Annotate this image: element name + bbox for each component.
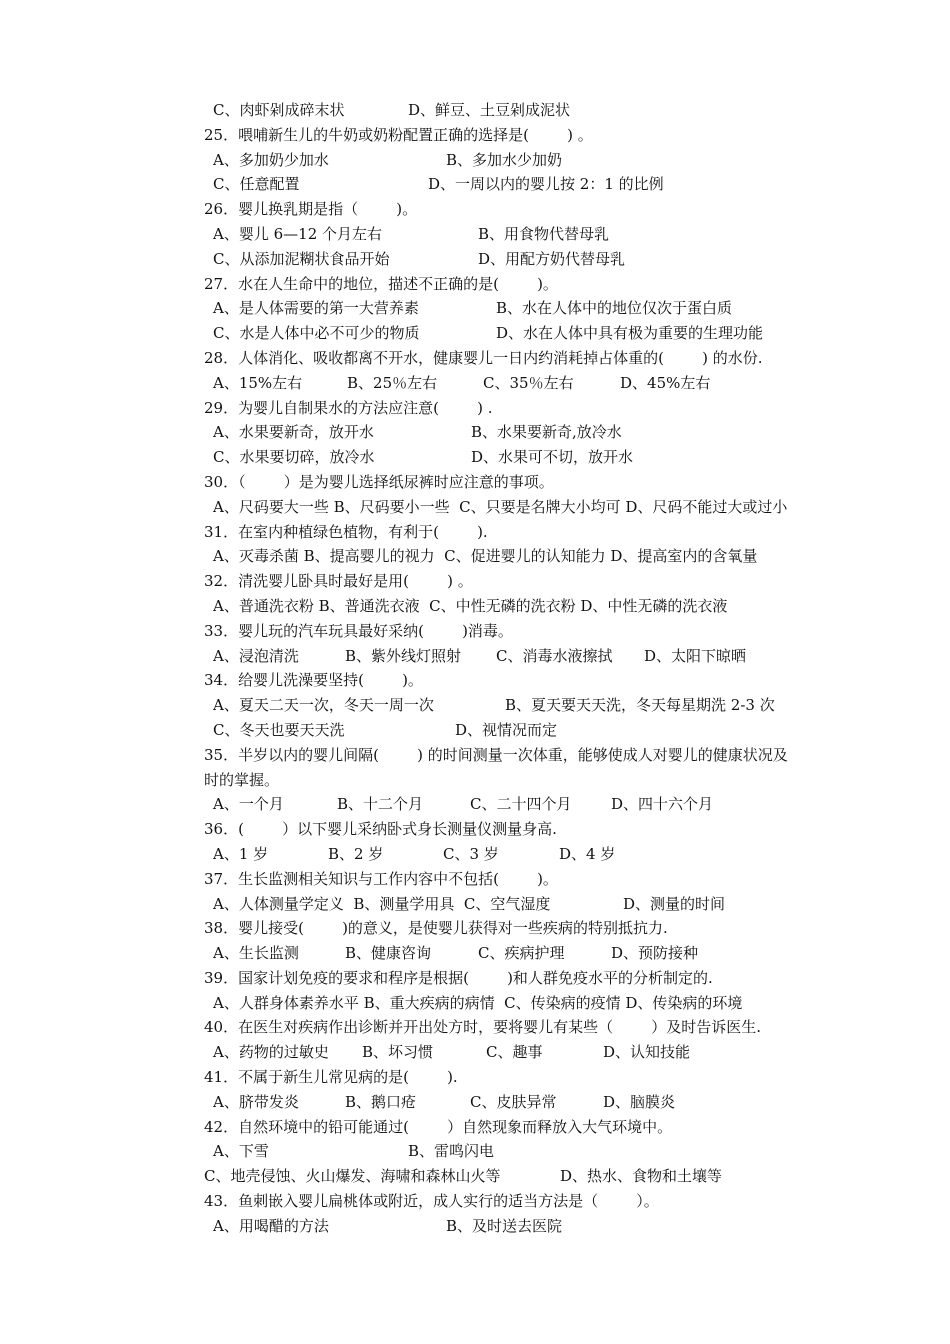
question-text: 42．自然环境中的铅可能通过( ）自然现象而释放入大气环境中。	[204, 1117, 673, 1136]
question-line	[204, 470, 884, 495]
question-text: 32．清洗婴儿卧具时最好是用( ) 。	[204, 572, 473, 591]
option-text: C、二十四个月	[470, 795, 572, 814]
option-text: A、15%左右	[213, 373, 303, 392]
option-text: A、夏天二天一次，冬天一周一次	[213, 696, 434, 715]
option-text: B、用食物代替母乳	[478, 224, 610, 243]
options-line	[204, 644, 884, 669]
option-text: D、认知技能	[603, 1043, 691, 1062]
question-line	[204, 1115, 884, 1140]
option-text: D、太阳下晾晒	[644, 646, 747, 665]
question-text: 34．给婴儿洗澡要坚持( )。	[204, 671, 423, 690]
option-text: A、人体测量学定义 B、测量学用具 C、空气湿度	[213, 894, 551, 913]
question-text: 26．婴儿换乳期是指（ )。	[204, 200, 418, 219]
option-text: D、预防接种	[611, 944, 699, 963]
option-text: A、婴儿 6—12 个月左右	[213, 224, 382, 243]
question-text: 25．喂哺新生儿的牛奶或奶粉配置正确的选择是( ) 。	[204, 125, 593, 144]
option-text: A、灭毒杀菌 B、提高婴儿的视力 C、促进婴儿的认知能力 D、提高室内的含氧量	[213, 547, 758, 566]
options-line	[204, 792, 884, 817]
option-text: A、浸泡清洗	[213, 646, 299, 665]
options-line	[204, 296, 884, 321]
option-text: D、45%左右	[620, 373, 711, 392]
question-line	[204, 272, 884, 297]
question-line	[204, 619, 884, 644]
question-line	[204, 916, 884, 941]
question-line	[204, 197, 884, 222]
option-text: B、2 岁	[328, 844, 384, 863]
question-text: 27．水在人生命中的地位，描述不正确的是( )。	[204, 274, 558, 293]
option-text: C、35％左右	[483, 373, 574, 392]
option-text: B、坏习惯	[362, 1043, 434, 1062]
question-line	[204, 867, 884, 892]
option-text: C、冬天也要天天洗	[213, 720, 345, 739]
option-text: B、健康咨询	[345, 944, 432, 963]
option-text: C、皮肤异常	[470, 1092, 557, 1111]
question-text: 40．在医生对疾病作出诊断并开出处方时，要将婴儿有某些（ ）及时告诉医生.	[204, 1018, 762, 1037]
options-line	[204, 1040, 884, 1065]
option-text: C、趣事	[486, 1043, 543, 1062]
option-text: A、生长监测	[213, 944, 299, 963]
question-text: 28．人体消化、吸收都离不开水，健康婴儿一日内约消耗掉占体重的( ) 的水份.	[204, 348, 763, 367]
option-text: A、用喝醋的方法	[213, 1216, 329, 1235]
options-line	[204, 594, 884, 619]
question-text: 时的掌握。	[204, 770, 280, 789]
option-text: C、3 岁	[443, 844, 499, 863]
options-line	[204, 1139, 884, 1164]
question-line	[204, 396, 884, 421]
question-text: 30．（ ）是为婴儿选择纸尿裤时应注意的事项。	[204, 472, 554, 491]
option-text: D、4 岁	[559, 844, 616, 863]
question-line	[204, 569, 884, 594]
option-text: A、下雪	[213, 1142, 269, 1161]
option-text: B、十二个月	[337, 795, 424, 814]
options-line	[204, 445, 884, 470]
question-list	[204, 98, 884, 1239]
option-text: C、消毒水液擦拭	[496, 646, 613, 665]
options-line	[204, 892, 884, 917]
question-line	[204, 520, 884, 545]
option-text: D、测量的时间	[623, 894, 726, 913]
option-text: A、一个月	[213, 795, 284, 814]
question-text: 36．( ）以下婴儿采纳卧式身长测量仪测量身高.	[204, 820, 557, 839]
option-text: A、药物的过敏史	[213, 1043, 329, 1062]
question-line	[204, 1189, 884, 1214]
option-text: B、鹅口疮	[345, 1092, 417, 1111]
options-line	[204, 991, 884, 1016]
option-text: A、人群身体素养水平 B、重大疾病的病情 C、传染病的疫情 D、传染病的环境	[213, 993, 743, 1012]
option-text: C、从添加泥糊状食品开始	[213, 249, 390, 268]
option-text: A、脐带发炎	[213, 1092, 299, 1111]
question-text: 43．鱼刺嵌入婴儿扁桃体或附近，成人实行的适当方法是（ ）。	[204, 1192, 659, 1211]
option-text: D、一周以内的婴儿按 2：1 的比例	[428, 175, 664, 194]
options-line	[204, 495, 884, 520]
question-line	[204, 1065, 884, 1090]
option-text: C、地壳侵蚀、火山爆发、海啸和森林山火等	[204, 1167, 501, 1186]
question-text: 37．生长监测相关知识与工作内容中不包括( )。	[204, 869, 558, 888]
options-line	[204, 247, 884, 272]
option-text: B、夏天要天天洗，冬天每星期洗 2-3 次	[505, 696, 775, 715]
options-line	[204, 842, 884, 867]
option-text: A、1 岁	[213, 844, 269, 863]
option-text: B、紫外线灯照射	[345, 646, 462, 665]
option-text: A、普通洗衣粉 B、普通洗衣液 C、中性无磷的洗衣粉 D、中性无磷的洗衣液	[213, 596, 728, 615]
question-text: 38．婴儿接受( )的意义，是使婴儿获得对一些疾病的特别抵抗力.	[204, 919, 668, 938]
option-text: D、鲜豆、土豆剁成泥状	[408, 101, 571, 119]
options-line	[204, 222, 884, 247]
option-text: B、水在人体中的地位仅次于蛋白质	[496, 299, 733, 318]
question-text: 29．为婴儿自制果水的方法应注意( ) .	[204, 398, 493, 417]
options-line	[204, 1090, 884, 1115]
question-text: 39．国家计划免疫的要求和程序是根据( )和人群免疫水平的分析制定的.	[204, 968, 713, 987]
option-text: A、水果要新奇，放开水	[213, 423, 374, 442]
question-line	[204, 346, 884, 371]
option-text: B、多加水少加奶	[446, 150, 563, 169]
options-line	[204, 148, 884, 173]
question-line	[204, 817, 884, 842]
options-line	[204, 544, 884, 569]
options-line	[204, 172, 884, 197]
question-text: 33．婴儿玩的汽车玩具最好采纳( )消毒。	[204, 621, 513, 640]
question-line	[204, 668, 884, 693]
option-text: D、视情况而定	[455, 720, 558, 739]
option-text: B、雷鸣闪电	[408, 1142, 495, 1161]
option-text: D、脑膜炎	[603, 1092, 676, 1111]
options-line	[204, 420, 884, 445]
question-text: 41．不属于新生儿常见病的是( ).	[204, 1068, 458, 1087]
option-text: D、热水、食物和土壤等	[560, 1167, 723, 1186]
option-text: C、水是人体中必不可少的物质	[213, 324, 420, 343]
option-text: C、肉虾剁成碎末状	[213, 101, 345, 119]
option-text: B、25％左右	[347, 373, 438, 392]
options-line	[204, 98, 884, 123]
option-text: D、四十六个月	[611, 795, 714, 814]
option-text: C、水果要切碎，放冷水	[213, 448, 375, 467]
option-text: B、水果要新奇,放冷水	[471, 423, 622, 442]
question-line	[204, 123, 884, 148]
option-text: A、尺码要大一些 B、尺码要小一些 C、只要是名牌大小均可 D、尺码不能过大或过小	[213, 497, 788, 516]
question-text: 31．在室内种植绿色植物，有利于( ).	[204, 522, 488, 541]
option-text: D、用配方奶代替母乳	[478, 249, 626, 268]
options-line	[204, 1164, 884, 1189]
option-text: A、多加奶少加水	[213, 150, 329, 169]
question-line	[204, 966, 884, 991]
option-text: C、疾病护理	[478, 944, 565, 963]
question-line	[204, 743, 884, 768]
options-line	[204, 321, 884, 346]
options-line	[204, 718, 884, 743]
option-text: D、水果可不切，放开水	[471, 448, 634, 467]
options-line	[204, 1214, 884, 1239]
options-line	[204, 371, 884, 396]
option-text: C、任意配置	[213, 175, 300, 194]
question-line	[204, 1015, 884, 1040]
question-line	[204, 768, 884, 793]
question-text: 35．半岁以内的婴儿间隔( ) 的时间测量一次体重，能够使成人对婴儿的健康状况及	[204, 745, 788, 764]
options-line	[204, 941, 884, 966]
option-text: A、是人体需要的第一大营养素	[213, 299, 419, 318]
options-line	[204, 693, 884, 718]
option-text: B、及时送去医院	[446, 1216, 563, 1235]
option-text: D、水在人体中具有极为重要的生理功能	[496, 324, 764, 343]
